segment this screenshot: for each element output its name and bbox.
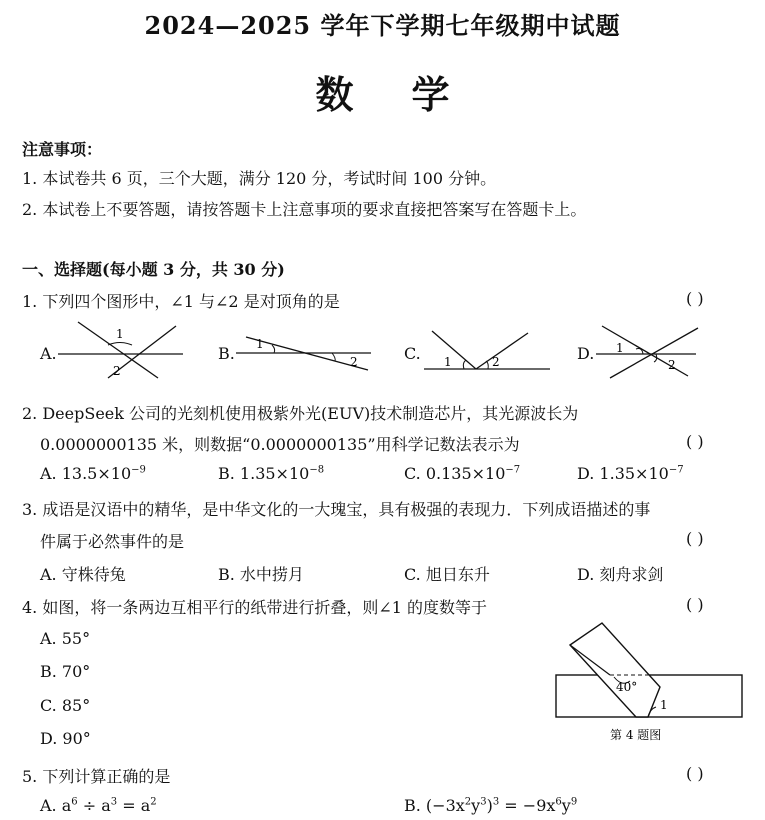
q1-option-d-label: D. [577,344,595,363]
q1-a-angle2: 2 [113,364,121,378]
q4-figure-caption: 第 4 题图 [610,728,662,742]
exam-title: 2024—2025 学年下学期七年级期中试题 [144,11,621,40]
q1-figure-a [58,318,188,382]
q3-stem-line2: 件属于必然事件的是 [40,532,185,551]
q1-a-angle1: 1 [116,327,124,341]
q4-option-a: A. 55° [40,629,91,648]
notes-heading: 注意事项： [22,140,103,159]
q2-stem-line2: 0.0000000135 米，则数据“0.0000000135”用科学记数法表示为 [40,435,520,454]
q1-d-angle2: 2 [668,358,676,372]
q2-option-c: C. $0.135\times 10^{-7}$ [404,464,521,483]
q5-stem: 5. 下列计算正确的是 [22,767,171,786]
q1-figure-c [424,325,554,375]
q1-b-angle1: 1 [256,337,264,351]
q4-figure-angle: 40° [616,680,638,694]
q3-option-a: A. 守株待兔 [40,565,126,584]
q1-stem: 1. 下列四个图形中，∠1 与∠2 是对顶角的是 [22,292,340,311]
q1-c-angle2: 2 [492,355,500,369]
q2-stem-line1: 2. DeepSeek 公司的光刻机使用极紫外光(EUV)技术制造芯片，其光源波长为 [22,404,579,423]
q3-answer-paren: ( ) [686,529,704,548]
q1-b-angle2: 2 [350,355,358,369]
q1-option-b-label: B. [218,344,235,363]
q2-option-a: A. $13.5\times 10^{-9}$ [40,464,146,483]
q3-option-c: C. 旭日东升 [404,565,490,584]
q1-c-angle1: 1 [444,355,452,369]
q4-answer-paren: ( ) [686,595,704,614]
q5-option-b: B. $(-3x^2y^3)^3 = -9x^6y^9$ [404,796,578,815]
q1-answer-paren: ( ) [686,289,704,308]
q1-figure-b [236,325,372,375]
section-heading: 一、选择题(每小题 3 分，共 30 分) [22,260,285,279]
q5-answer-paren: ( ) [686,764,704,783]
q3-option-b: B. 水中捞月 [218,565,304,584]
q2-option-b: B. $1.35\times 10^{-8}$ [218,464,325,483]
q3-stem-line1: 3. 成语是汉语中的精华，是中华文化的一大瑰宝，具有极强的表现力．下列成语描述的事 [22,500,651,519]
q4-figure-label: 1 [660,698,668,712]
q2-option-d: D. $1.35\times 10^{-7}$ [577,464,684,483]
note-item-1: 1. 本试卷共 6 页，三个大题，满分 120 分，考试时间 100 分钟。 [22,169,497,188]
subject-title: 数学 [315,72,508,117]
q4-stem: 4. 如图，将一条两边互相平行的纸带进行折叠，则∠1 的度数等于 [22,598,488,617]
q4-figure [550,615,750,750]
q3-option-d: D. 刻舟求剑 [577,565,664,584]
q1-figure-d [596,322,706,380]
q2-answer-paren: ( ) [686,432,704,451]
q4-option-c: C. 85° [40,696,91,715]
q1-option-a-label: A. [40,344,57,363]
q1-d-angle1: 1 [616,341,624,355]
q1-option-c-label: C. [404,344,421,363]
q5-option-a: A. $a^6 \div a^3 = a^2$ [40,796,157,815]
note-item-2: 2. 本试卷上不要答题，请按答题卡上注意事项的要求直接把答案写在答题卡上。 [22,200,587,219]
q4-option-b: B. 70° [40,662,91,681]
q4-option-d: D. 90° [40,729,91,748]
